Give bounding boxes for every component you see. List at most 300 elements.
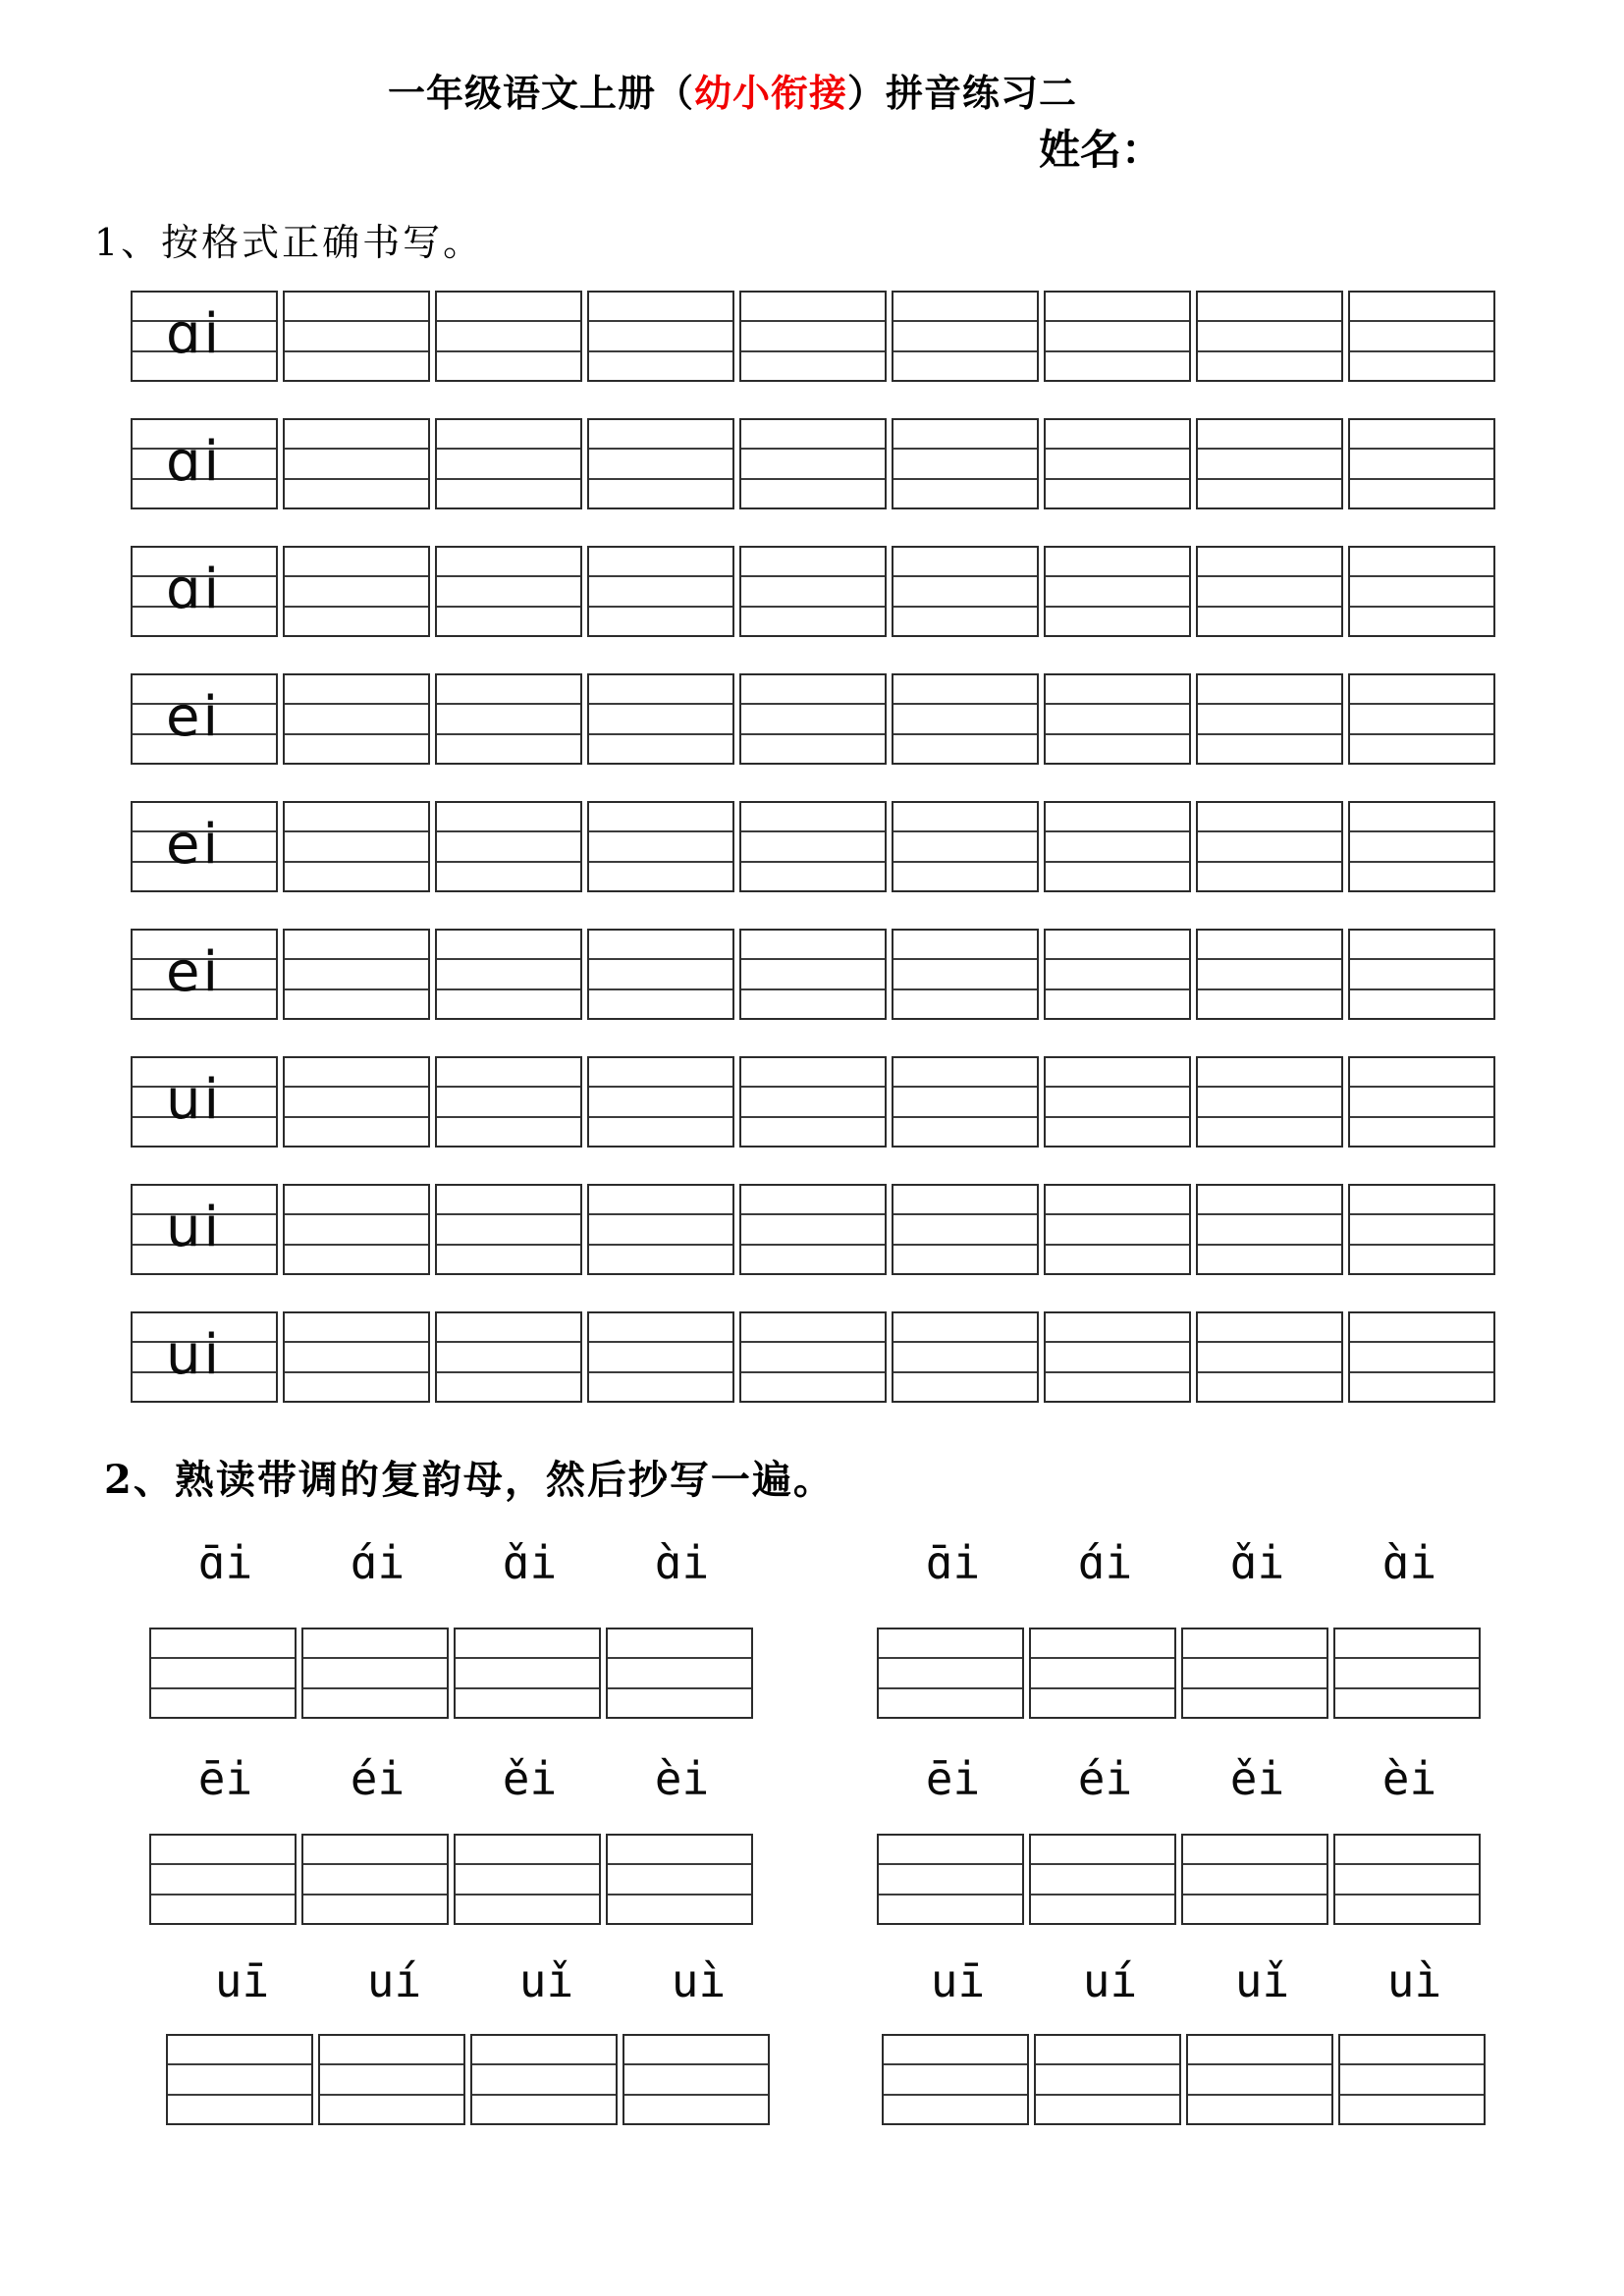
writing-cell <box>283 1056 430 1148</box>
guide-band-top <box>589 420 732 448</box>
writing-cell <box>1196 546 1343 637</box>
guide-band-mid <box>1046 320 1189 351</box>
guide-band-bottom <box>1198 608 1341 635</box>
guide-band-bottom <box>589 1373 732 1401</box>
guide-band-bottom <box>1350 735 1493 763</box>
writing-cell <box>1348 673 1495 765</box>
toned-pinyin-label: éi <box>350 1752 406 1805</box>
guide-band-mid <box>1198 830 1341 862</box>
guide-band-bottom <box>285 480 428 507</box>
guide-band-mid <box>1350 448 1493 479</box>
guide-band-bottom <box>1046 352 1189 380</box>
guide-band-mid <box>741 703 885 734</box>
guide-band-mid <box>1350 1341 1493 1372</box>
guide-band-mid <box>1350 575 1493 607</box>
guide-band-mid <box>589 575 732 607</box>
writing-cell <box>739 801 887 892</box>
guide-band-mid <box>472 2063 616 2095</box>
guide-band-mid <box>893 1086 1037 1117</box>
guide-band-bottom <box>1340 2096 1484 2123</box>
guide-band-mid <box>893 575 1037 607</box>
guide-band-mid <box>893 1341 1037 1372</box>
guide-band-top <box>1046 675 1189 703</box>
guide-band-bottom <box>1046 1373 1189 1401</box>
guide-band-mid <box>1350 1086 1493 1117</box>
pinyin-sample: ei <box>166 813 222 877</box>
guide-band-bottom <box>608 1896 751 1923</box>
writing-grid-row <box>131 1184 1495 1275</box>
writing-cell <box>739 1184 887 1275</box>
guide-band-top <box>1046 931 1189 958</box>
guide-band-mid <box>1198 575 1341 607</box>
writing-cell <box>435 929 582 1020</box>
writing-cell <box>587 801 734 892</box>
writing-cell <box>1044 673 1191 765</box>
guide-band-top <box>285 1313 428 1341</box>
writing-cell <box>1348 929 1495 1020</box>
guide-band-bottom <box>741 990 885 1018</box>
guide-band-mid <box>589 958 732 989</box>
copy-grid-group <box>149 1834 753 1925</box>
guide-band-bottom <box>741 480 885 507</box>
guide-band-bottom <box>741 608 885 635</box>
guide-band-mid <box>879 1657 1022 1688</box>
toned-pinyin-label: éi <box>1077 1752 1133 1805</box>
writing-cell <box>283 1184 430 1275</box>
guide-band-bottom <box>285 608 428 635</box>
guide-band-bottom <box>437 1373 580 1401</box>
copy-grid-group <box>149 1628 753 1719</box>
guide-band-bottom <box>741 1246 885 1273</box>
writing-cell <box>739 1056 887 1148</box>
writing-cell <box>739 1311 887 1403</box>
writing-cell <box>877 1834 1024 1925</box>
guide-band-mid <box>884 2063 1027 2095</box>
guide-band-top <box>168 2036 311 2063</box>
guide-band-bottom <box>1350 480 1493 507</box>
toned-pinyin-label: èi <box>1381 1752 1437 1805</box>
toned-pinyin-row <box>149 1749 758 1808</box>
guide-band-top <box>1188 2036 1331 2063</box>
guide-band-mid <box>879 1863 1022 1895</box>
guide-band-mid <box>285 1341 428 1372</box>
guide-band-mid <box>437 448 580 479</box>
writing-cell <box>1196 929 1343 1020</box>
writing-cell <box>587 1056 734 1148</box>
guide-band-mid <box>285 830 428 862</box>
guide-band-bottom <box>893 1118 1037 1146</box>
guide-band-top <box>1046 548 1189 575</box>
guide-band-bottom <box>1198 863 1341 890</box>
guide-band-top <box>472 2036 616 2063</box>
guide-band-mid <box>1350 830 1493 862</box>
guide-band-top <box>285 293 428 320</box>
guide-band-mid <box>893 1213 1037 1245</box>
guide-band-top <box>893 548 1037 575</box>
writing-cell <box>587 291 734 382</box>
writing-cell <box>283 1311 430 1403</box>
toned-pinyin-label: ɑ́i <box>350 1536 406 1589</box>
guide-band-bottom <box>303 1896 447 1923</box>
guide-band-top <box>285 1186 428 1213</box>
writing-cell <box>739 418 887 509</box>
writing-cell <box>1348 546 1495 637</box>
guide-band-bottom <box>285 1373 428 1401</box>
writing-cell <box>131 546 278 637</box>
writing-cell <box>283 546 430 637</box>
writing-cell <box>1181 1834 1328 1925</box>
writing-cell <box>1196 291 1343 382</box>
writing-cell <box>623 2034 770 2125</box>
guide-band-bottom <box>1036 2096 1179 2123</box>
guide-band-bottom <box>741 863 885 890</box>
guide-band-mid <box>589 1341 732 1372</box>
writing-cell <box>739 673 887 765</box>
writing-cell <box>1348 1311 1495 1403</box>
guide-band-bottom <box>1198 480 1341 507</box>
guide-band-bottom <box>1350 1373 1493 1401</box>
guide-band-mid <box>624 2063 768 2095</box>
toned-pinyin-label: ɑ̄i <box>197 1536 253 1589</box>
guide-band-bottom <box>589 352 732 380</box>
guide-band-top <box>1046 1058 1189 1086</box>
guide-band-bottom <box>893 735 1037 763</box>
pinyin-sample: ui <box>166 1068 223 1132</box>
guide-band-mid <box>437 320 580 351</box>
toned-pinyin-row <box>149 1533 758 1592</box>
writing-cell <box>1186 2034 1333 2125</box>
toned-pinyin-label: uǐ <box>518 1954 574 2007</box>
guide-band-bottom <box>879 1896 1022 1923</box>
guide-band-top <box>1340 2036 1484 2063</box>
page-title <box>388 63 1077 117</box>
guide-band-bottom <box>893 480 1037 507</box>
guide-band-mid <box>285 958 428 989</box>
guide-band-mid <box>893 448 1037 479</box>
guide-band-top <box>1031 1836 1174 1863</box>
guide-band-bottom <box>589 735 732 763</box>
guide-band-mid <box>151 1657 295 1688</box>
guide-band-mid <box>285 703 428 734</box>
guide-band-top <box>879 1629 1022 1657</box>
writing-cell <box>1044 1056 1191 1148</box>
writing-cell <box>587 418 734 509</box>
pinyin-sample: ɑi <box>166 558 223 621</box>
guide-band-top <box>1183 1629 1326 1657</box>
guide-band-mid <box>1198 703 1341 734</box>
guide-band-mid <box>1198 1086 1341 1117</box>
writing-cell <box>149 1834 297 1925</box>
guide-band-bottom <box>437 480 580 507</box>
guide-band-bottom <box>437 1118 580 1146</box>
guide-band-top <box>1046 420 1189 448</box>
guide-band-mid <box>437 958 580 989</box>
guide-band-top <box>741 675 885 703</box>
writing-cell <box>892 291 1039 382</box>
guide-band-top <box>1198 1186 1341 1213</box>
guide-band-bottom <box>589 480 732 507</box>
guide-band-mid <box>151 1863 295 1895</box>
writing-grid-row <box>131 801 1495 892</box>
writing-cell <box>587 1184 734 1275</box>
writing-cell <box>1348 291 1495 382</box>
guide-band-top <box>608 1629 751 1657</box>
writing-cell <box>1044 291 1191 382</box>
writing-cell <box>149 1628 297 1719</box>
writing-cell <box>131 1056 278 1148</box>
guide-band-top <box>1046 1313 1189 1341</box>
writing-cell <box>892 418 1039 509</box>
writing-cell <box>435 291 582 382</box>
pinyin-sample: ei <box>166 940 222 1004</box>
guide-band-bottom <box>1350 1118 1493 1146</box>
writing-cell <box>1196 673 1343 765</box>
writing-cell <box>892 929 1039 1020</box>
guide-band-bottom <box>437 608 580 635</box>
writing-cell <box>1348 1184 1495 1275</box>
writing-cell <box>435 1311 582 1403</box>
guide-band-top <box>285 420 428 448</box>
guide-band-mid <box>741 575 885 607</box>
writing-cell <box>882 2034 1029 2125</box>
guide-band-bottom <box>589 1246 732 1273</box>
guide-band-mid <box>437 1341 580 1372</box>
toned-pinyin-label: uí <box>1082 1954 1138 2007</box>
writing-cell <box>892 1184 1039 1275</box>
guide-band-bottom <box>1335 1689 1479 1717</box>
toned-pinyin-label: uǐ <box>1234 1954 1290 2007</box>
guide-band-mid <box>1198 1213 1341 1245</box>
guide-band-bottom <box>893 352 1037 380</box>
guide-band-bottom <box>437 1246 580 1273</box>
guide-band-bottom <box>303 1689 447 1717</box>
guide-band-mid <box>1335 1863 1479 1895</box>
writing-grid-row <box>131 1311 1495 1403</box>
guide-band-top <box>741 420 885 448</box>
guide-band-bottom <box>437 735 580 763</box>
guide-band-top <box>303 1629 447 1657</box>
guide-band-top <box>437 1313 580 1341</box>
writing-cell <box>739 291 887 382</box>
guide-band-mid <box>285 320 428 351</box>
guide-band-top <box>741 1186 885 1213</box>
guide-band-top <box>437 931 580 958</box>
name-label: 姓名： <box>1039 129 1164 174</box>
guide-band-bottom <box>1046 480 1189 507</box>
guide-band-mid <box>893 320 1037 351</box>
guide-band-top <box>1350 1058 1493 1086</box>
guide-band-mid <box>608 1863 751 1895</box>
writing-cell <box>587 1311 734 1403</box>
guide-band-bottom <box>1350 352 1493 380</box>
guide-band-bottom <box>437 352 580 380</box>
guide-band-top <box>151 1836 295 1863</box>
guide-band-mid <box>741 958 885 989</box>
writing-grid-row <box>131 1056 1495 1148</box>
guide-band-bottom <box>608 1689 751 1717</box>
guide-band-mid <box>1198 958 1341 989</box>
copy-grid-group <box>877 1628 1481 1719</box>
guide-band-top <box>1046 293 1189 320</box>
guide-band-mid <box>456 1657 599 1688</box>
guide-band-mid <box>303 1657 447 1688</box>
guide-band-top <box>285 1058 428 1086</box>
guide-band-bottom <box>285 990 428 1018</box>
writing-cell <box>435 418 582 509</box>
toned-pinyin-label: ěi <box>502 1752 558 1805</box>
toned-pinyin-label: ēi <box>925 1752 981 1805</box>
writing-cell <box>587 673 734 765</box>
guide-band-top <box>1198 420 1341 448</box>
guide-band-top <box>741 1058 885 1086</box>
guide-band-bottom <box>456 1896 599 1923</box>
guide-band-top <box>437 420 580 448</box>
toned-pinyin-label: ɑ̀i <box>654 1536 710 1589</box>
guide-band-top <box>151 1629 295 1657</box>
writing-cell <box>1333 1628 1481 1719</box>
guide-band-top <box>456 1836 599 1863</box>
guide-band-mid <box>1046 958 1189 989</box>
title-prefix: 一年级语文上册（ <box>388 74 695 115</box>
guide-band-top <box>285 548 428 575</box>
guide-band-bottom <box>1350 990 1493 1018</box>
writing-cell <box>131 291 278 382</box>
guide-band-mid <box>456 1863 599 1895</box>
guide-band-bottom <box>1198 1118 1341 1146</box>
guide-band-top <box>589 548 732 575</box>
guide-band-bottom <box>893 608 1037 635</box>
writing-cell <box>470 2034 618 2125</box>
writing-cell <box>1338 2034 1486 2125</box>
guide-band-bottom <box>1031 1689 1174 1717</box>
guide-band-top <box>437 675 580 703</box>
guide-band-bottom <box>1198 990 1341 1018</box>
guide-band-mid <box>741 1213 885 1245</box>
guide-band-bottom <box>151 1689 295 1717</box>
guide-band-mid <box>437 1086 580 1117</box>
guide-band-bottom <box>589 990 732 1018</box>
guide-band-mid <box>893 830 1037 862</box>
toned-pinyin-label: ɑ́i <box>1077 1536 1133 1589</box>
writing-grid-row <box>131 291 1495 382</box>
guide-band-top <box>741 1313 885 1341</box>
guide-band-bottom <box>1188 2096 1331 2123</box>
guide-band-bottom <box>879 1689 1022 1717</box>
writing-cell <box>606 1834 753 1925</box>
writing-cell <box>1044 1184 1191 1275</box>
guide-band-bottom <box>893 1246 1037 1273</box>
writing-cell <box>283 673 430 765</box>
guide-band-mid <box>1350 958 1493 989</box>
guide-band-mid <box>437 703 580 734</box>
guide-band-mid <box>893 958 1037 989</box>
guide-band-top <box>893 1186 1037 1213</box>
guide-band-bottom <box>151 1896 295 1923</box>
guide-band-bottom <box>1046 608 1189 635</box>
writing-cell <box>587 929 734 1020</box>
guide-band-bottom <box>893 990 1037 1018</box>
guide-band-bottom <box>285 735 428 763</box>
guide-band-top <box>437 803 580 830</box>
guide-band-mid <box>741 448 885 479</box>
guide-band-top <box>1350 803 1493 830</box>
guide-band-mid <box>1198 1341 1341 1372</box>
guide-band-top <box>437 293 580 320</box>
guide-band-bottom <box>1198 735 1341 763</box>
writing-cell <box>1044 929 1191 1020</box>
writing-cell <box>131 801 278 892</box>
guide-band-top <box>893 420 1037 448</box>
toned-pinyin-label: uì <box>1386 1954 1442 2007</box>
guide-band-mid <box>741 320 885 351</box>
guide-band-bottom <box>437 990 580 1018</box>
guide-band-mid <box>1188 2063 1331 2095</box>
guide-band-mid <box>1183 1657 1326 1688</box>
guide-band-mid <box>1350 320 1493 351</box>
guide-band-mid <box>741 1086 885 1117</box>
guide-band-bottom <box>1031 1896 1174 1923</box>
guide-band-top <box>884 2036 1027 2063</box>
guide-band-top <box>1198 1058 1341 1086</box>
writing-cell <box>283 418 430 509</box>
writing-cell <box>1333 1834 1481 1925</box>
guide-band-top <box>893 803 1037 830</box>
guide-band-mid <box>1046 1341 1189 1372</box>
guide-band-mid <box>1046 830 1189 862</box>
guide-band-bottom <box>624 2096 768 2123</box>
writing-cell <box>1196 418 1343 509</box>
guide-band-bottom <box>1046 735 1189 763</box>
guide-band-top <box>624 2036 768 2063</box>
writing-cell <box>301 1628 449 1719</box>
writing-cell <box>131 418 278 509</box>
guide-band-top <box>1031 1629 1174 1657</box>
title-highlight: 幼小衔接 <box>694 74 848 115</box>
writing-cell <box>1044 418 1191 509</box>
toned-pinyin-label: èi <box>654 1752 710 1805</box>
writing-cell <box>1196 1056 1343 1148</box>
toned-pinyin-label: ɑ̄i <box>925 1536 981 1589</box>
guide-band-mid <box>1031 1863 1174 1895</box>
toned-pinyin-label: uī <box>930 1954 986 2007</box>
toned-pinyin-label: ěi <box>1229 1752 1285 1805</box>
guide-band-bottom <box>1183 1689 1326 1717</box>
guide-band-mid <box>1036 2063 1179 2095</box>
guide-band-bottom <box>472 2096 616 2123</box>
writing-cell <box>892 673 1039 765</box>
guide-band-bottom <box>589 863 732 890</box>
guide-band-top <box>1046 1186 1189 1213</box>
writing-cell <box>435 801 582 892</box>
writing-cell <box>131 1311 278 1403</box>
guide-band-bottom <box>1335 1896 1479 1923</box>
guide-band-bottom <box>1198 1246 1341 1273</box>
writing-cell <box>1181 1628 1328 1719</box>
writing-cell <box>131 929 278 1020</box>
guide-band-top <box>893 931 1037 958</box>
guide-band-mid <box>285 1086 428 1117</box>
guide-band-mid <box>285 1213 428 1245</box>
pinyin-sample: ɑi <box>166 302 223 366</box>
guide-band-mid <box>589 1086 732 1117</box>
guide-band-mid <box>741 1341 885 1372</box>
toned-pinyin-row <box>877 1749 1486 1808</box>
guide-band-bottom <box>741 735 885 763</box>
writing-cell <box>892 801 1039 892</box>
guide-band-mid <box>1046 448 1189 479</box>
writing-cell <box>435 1184 582 1275</box>
guide-band-bottom <box>893 863 1037 890</box>
